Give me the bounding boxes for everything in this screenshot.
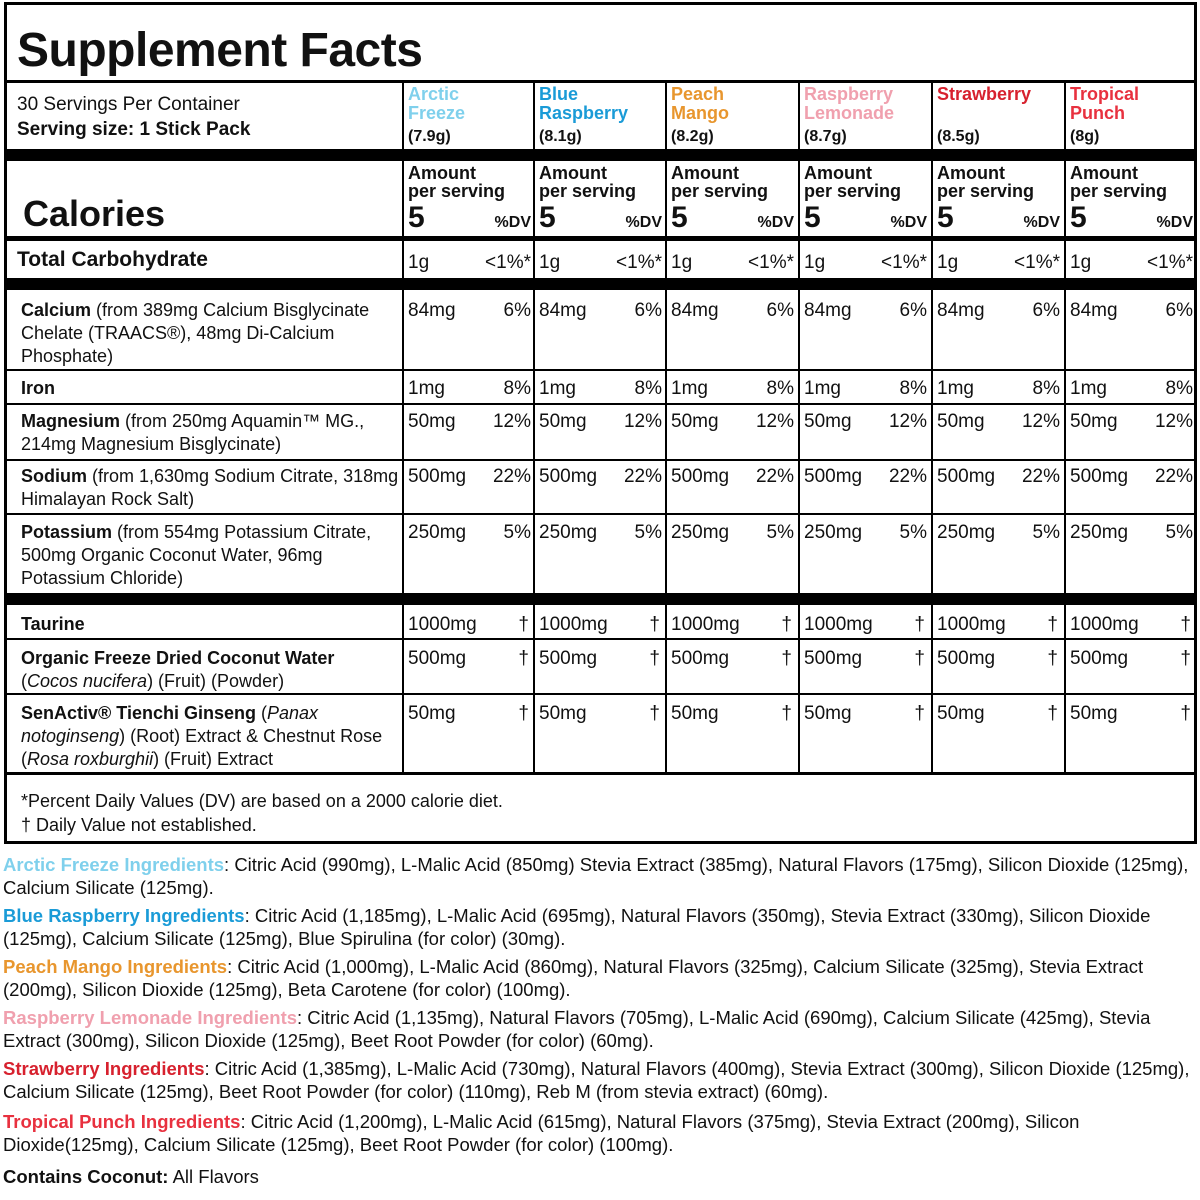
col-sep-3 — [665, 80, 667, 774]
sodium-amount-strawberry: 500mg — [937, 466, 996, 487]
ingredient-name: Strawberry Ingredients — [3, 1058, 205, 1079]
carb-amount-tropical-punch: 1g — [1070, 252, 1092, 273]
dv-header-peach-mango: %DV — [757, 214, 794, 231]
contains-coconut: Contains Coconut: All Flavors — [3, 1166, 259, 1187]
flavor-name-line2-arctic-freeze: Freeze — [408, 103, 466, 123]
per-serving-label-tropical-punch: per serving — [1070, 181, 1168, 201]
thick-rule-serving — [7, 149, 1194, 161]
ginseng-dv-blue-raspberry: † — [649, 703, 660, 724]
magnesium-amount-peach-mango: 50mg — [671, 411, 719, 432]
calcium-amount-arctic-freeze: 84mg — [408, 300, 456, 321]
sodium-amount-blue-raspberry: 500mg — [539, 466, 598, 487]
supplement-facts-panel — [4, 2, 1197, 844]
calories-value-arctic-freeze: 5 — [408, 201, 425, 234]
flavor-serving-size-strawberry: (8.5g) — [937, 128, 980, 145]
iron-dv-raspberry-lemonade: 8% — [899, 378, 927, 399]
taurine-dv-strawberry: † — [1047, 614, 1058, 635]
ingredients-blue-raspberry: Blue Raspberry Ingredients: Citric Acid (1,185mg), L-Malic Acid (695mg), Natural Flavors (350mg), Stevia Extract (330mg), Silicon Dioxide (125mg), Calcium Silicate (125mg), Blue Spirulina (for color) (30mg). — [3, 905, 1151, 949]
calcium-amount-peach-mango: 84mg — [671, 300, 719, 321]
flavor-serving-size-raspberry-lemonade: (8.7g) — [804, 128, 847, 145]
coconut-amount-arctic-freeze: 500mg — [408, 648, 467, 669]
calcium-amount-tropical-punch: 84mg — [1070, 300, 1118, 321]
iron-label: Iron — [21, 378, 55, 398]
col-sep-4 — [798, 80, 800, 774]
taurine-amount-peach-mango: 1000mg — [671, 614, 740, 635]
coconut-amount-strawberry: 500mg — [937, 648, 996, 669]
amount-label-arctic-freeze: Amount — [408, 163, 476, 183]
potassium-dv-arctic-freeze: 5% — [503, 522, 531, 543]
dv-header-blue-raspberry: %DV — [625, 214, 662, 231]
rule-magnesium — [7, 459, 1194, 461]
iron-amount-tropical-punch: 1mg — [1070, 378, 1107, 399]
flavor-name-tropical-punch: Tropical — [1070, 84, 1140, 104]
potassium-amount-arctic-freeze: 250mg — [408, 522, 467, 543]
panel-title: Supplement Facts — [17, 24, 423, 77]
iron-dv-tropical-punch: 8% — [1165, 378, 1193, 399]
sodium-amount-peach-mango: 500mg — [671, 466, 730, 487]
carb-dv-arctic-freeze: <1%* — [485, 252, 531, 273]
flavor-serving-size-arctic-freeze: (7.9g) — [408, 128, 451, 145]
sodium-dv-strawberry: 22% — [1021, 466, 1060, 487]
calcium-dv-tropical-punch: 6% — [1165, 300, 1193, 321]
amount-label-raspberry-lemonade: Amount — [804, 163, 872, 183]
carb-dv-strawberry: <1%* — [1014, 252, 1060, 273]
rule-below-calories — [7, 236, 1194, 241]
ginseng-amount-peach-mango: 50mg — [671, 703, 719, 724]
iron-amount-blue-raspberry: 1mg — [539, 378, 576, 399]
serving-size: Serving size: 1 Stick Pack — [17, 119, 251, 140]
ginseng-amount-raspberry-lemonade: 50mg — [804, 703, 852, 724]
ingredients-arctic-freeze: Arctic Freeze Ingredients: Citric Acid (990mg), L-Malic Acid (850mg) Stevia Extract (385mg), Natural Flavors (175mg), Silicon Dioxide (125mg), Calcium Silicate (125mg). — [3, 854, 1189, 898]
coconut-dv-arctic-freeze: † — [518, 648, 529, 669]
potassium-label: Potassium (from 554mg Potassium Citrate, 500mg Organic Coconut Water, 96mg Potassium Chloride) — [21, 522, 372, 588]
ginseng-amount-strawberry: 50mg — [937, 703, 985, 724]
ginseng-amount-tropical-punch: 50mg — [1070, 703, 1118, 724]
flavor-name-line2-tropical-punch: Punch — [1070, 103, 1126, 123]
carb-amount-strawberry: 1g — [937, 252, 959, 273]
ginseng-label: SenActiv® Tienchi Ginseng (Panax notoginseng) (Root) Extract & Chestnut Rose (Rosa roxburghii) (Fruit) Extract — [21, 703, 383, 769]
sodium-dv-peach-mango: 22% — [755, 466, 794, 487]
coconut-water-label: Organic Freeze Dried Coconut Water (Cocos nucifera) (Fruit) (Powder) — [21, 648, 335, 691]
iron-dv-arctic-freeze: 8% — [503, 378, 531, 399]
coconut-dv-strawberry: † — [1047, 648, 1058, 669]
flavor-name-line2-blue-raspberry: Raspberry — [539, 103, 629, 123]
calcium-amount-strawberry: 84mg — [937, 300, 985, 321]
amount-label-blue-raspberry: Amount — [539, 163, 607, 183]
taurine-amount-arctic-freeze: 1000mg — [408, 614, 477, 635]
servings-per-container: 30 Servings Per Container — [17, 94, 240, 115]
taurine-dv-raspberry-lemonade: † — [914, 614, 925, 635]
magnesium-dv-raspberry-lemonade: 12% — [888, 411, 927, 432]
ginseng-dv-raspberry-lemonade: † — [914, 703, 925, 724]
flavor-name-peach-mango: Peach — [671, 84, 725, 104]
carb-amount-blue-raspberry: 1g — [539, 252, 561, 273]
dv-header-tropical-punch: %DV — [1156, 214, 1193, 231]
flavor-name-line2-peach-mango: Mango — [671, 103, 729, 123]
col-sep-6 — [1064, 80, 1066, 774]
flavor-name-strawberry: Strawberry — [937, 84, 1032, 104]
rule-below-title — [7, 80, 1194, 83]
coconut-amount-blue-raspberry: 500mg — [539, 648, 598, 669]
calcium-amount-raspberry-lemonade: 84mg — [804, 300, 852, 321]
magnesium-dv-peach-mango: 12% — [755, 411, 794, 432]
ginseng-amount-arctic-freeze: 50mg — [408, 703, 456, 724]
iron-dv-blue-raspberry: 8% — [634, 378, 662, 399]
carb-amount-arctic-freeze: 1g — [408, 252, 430, 273]
carb-amount-raspberry-lemonade: 1g — [804, 252, 826, 273]
rule-iron — [7, 403, 1194, 405]
col-sep-1 — [402, 80, 404, 774]
calcium-amount-blue-raspberry: 84mg — [539, 300, 587, 321]
calcium-dv-arctic-freeze: 6% — [503, 300, 531, 321]
per-serving-label-peach-mango: per serving — [671, 181, 769, 201]
calories-value-strawberry: 5 — [937, 201, 954, 234]
flavor-serving-size-tropical-punch: (8g) — [1070, 128, 1100, 145]
magnesium-dv-arctic-freeze: 12% — [492, 411, 531, 432]
footnote-dagger: † Daily Value not established. — [21, 815, 257, 835]
ginseng-amount-blue-raspberry: 50mg — [539, 703, 587, 724]
rule-ginseng — [7, 772, 1194, 775]
ingredients-raspberry-lemonade: Raspberry Lemonade Ingredients: Citric Acid (1,135mg), Natural Flavors (705mg), L-Malic Acid (690mg), Calcium Silicate (425mg), Stevia Extract (300mg), Silicon Dioxide (125mg), Beet Root Powder (for color) (60mg). — [3, 1007, 1151, 1051]
iron-amount-strawberry: 1mg — [937, 378, 974, 399]
potassium-dv-tropical-punch: 5% — [1165, 522, 1193, 543]
per-serving-label-arctic-freeze: per serving — [408, 181, 506, 201]
ingredients-tropical-punch: Tropical Punch Ingredients: Citric Acid (1,200mg), L-Malic Acid (615mg), Natural Flavors (375mg), Stevia Extract (200mg), Silicon Dioxide(125mg), Calcium Silicate (125mg), Beet Root Powder (for color) (100mg). — [3, 1111, 1080, 1155]
coconut-dv-tropical-punch: † — [1180, 648, 1191, 669]
thick-rule-potassium — [7, 593, 1194, 605]
iron-dv-peach-mango: 8% — [766, 378, 794, 399]
flavor-name-line2-raspberry-lemonade: Lemonade — [804, 103, 895, 123]
magnesium-amount-strawberry: 50mg — [937, 411, 985, 432]
flavor-serving-size-peach-mango: (8.2g) — [671, 128, 714, 145]
flavor-name-blue-raspberry: Blue — [539, 84, 579, 104]
ingredients-peach-mango: Peach Mango Ingredients: Citric Acid (1,000mg), L-Malic Acid (860mg), Natural Flavors (325mg), Calcium Silicate (325mg), Stevia Extract (200mg), Silicon Dioxide (125mg), Beta Carotene (for color) (100mg). — [3, 956, 1144, 1000]
taurine-amount-raspberry-lemonade: 1000mg — [804, 614, 873, 635]
thick-rule-carb — [7, 278, 1194, 290]
per-serving-label-blue-raspberry: per serving — [539, 181, 637, 201]
potassium-amount-tropical-punch: 250mg — [1070, 522, 1129, 543]
amount-label-peach-mango: Amount — [671, 163, 739, 183]
calories-value-raspberry-lemonade: 5 — [804, 201, 821, 234]
ginseng-dv-peach-mango: † — [781, 703, 792, 724]
sodium-amount-tropical-punch: 500mg — [1070, 466, 1129, 487]
taurine-amount-blue-raspberry: 1000mg — [539, 614, 608, 635]
magnesium-amount-tropical-punch: 50mg — [1070, 411, 1118, 432]
flavor-name-raspberry-lemonade: Raspberry — [804, 84, 894, 104]
taurine-dv-blue-raspberry: † — [649, 614, 660, 635]
ingredient-name: Tropical Punch Ingredients — [3, 1111, 241, 1132]
calcium-dv-blue-raspberry: 6% — [634, 300, 662, 321]
taurine-dv-arctic-freeze: † — [518, 614, 529, 635]
calcium-dv-raspberry-lemonade: 6% — [899, 300, 927, 321]
coconut-dv-raspberry-lemonade: † — [914, 648, 925, 669]
ginseng-dv-tropical-punch: † — [1180, 703, 1191, 724]
potassium-amount-peach-mango: 250mg — [671, 522, 730, 543]
taurine-label: Taurine — [21, 614, 85, 634]
coconut-dv-blue-raspberry: † — [649, 648, 660, 669]
carb-dv-blue-raspberry: <1%* — [616, 252, 662, 273]
ingredient-name: Peach Mango Ingredients — [3, 956, 228, 977]
potassium-dv-peach-mango: 5% — [766, 522, 794, 543]
magnesium-dv-strawberry: 12% — [1021, 411, 1060, 432]
coconut-amount-tropical-punch: 500mg — [1070, 648, 1129, 669]
footnote-dv: *Percent Daily Values (DV) are based on a 2000 calorie diet. — [21, 791, 503, 811]
flavor-serving-size-blue-raspberry: (8.1g) — [539, 128, 582, 145]
potassium-amount-blue-raspberry: 250mg — [539, 522, 598, 543]
per-serving-label-raspberry-lemonade: per serving — [804, 181, 902, 201]
col-sep-2 — [533, 80, 535, 774]
per-serving-label-strawberry: per serving — [937, 181, 1035, 201]
potassium-dv-strawberry: 5% — [1032, 522, 1060, 543]
carb-dv-peach-mango: <1%* — [748, 252, 794, 273]
sodium-dv-raspberry-lemonade: 22% — [888, 466, 927, 487]
ginseng-dv-arctic-freeze: † — [518, 703, 529, 724]
potassium-dv-blue-raspberry: 5% — [634, 522, 662, 543]
magnesium-amount-raspberry-lemonade: 50mg — [804, 411, 852, 432]
potassium-amount-strawberry: 250mg — [937, 522, 996, 543]
dv-header-raspberry-lemonade: %DV — [890, 214, 927, 231]
coconut-amount-raspberry-lemonade: 500mg — [804, 648, 863, 669]
sodium-dv-tropical-punch: 22% — [1154, 466, 1193, 487]
calcium-label: Calcium (from 389mg Calcium Bisglycinate Chelate (TRAACS®), 48mg Di-Calcium Phosphate) — [21, 300, 370, 366]
carb-amount-peach-mango: 1g — [671, 252, 693, 273]
sodium-dv-arctic-freeze: 22% — [492, 466, 531, 487]
rule-calcium — [7, 369, 1194, 371]
iron-amount-arctic-freeze: 1mg — [408, 378, 445, 399]
calories-value-peach-mango: 5 — [671, 201, 688, 234]
magnesium-dv-tropical-punch: 12% — [1154, 411, 1193, 432]
sodium-dv-blue-raspberry: 22% — [623, 466, 662, 487]
sodium-amount-arctic-freeze: 500mg — [408, 466, 467, 487]
calories-label: Calories — [23, 193, 166, 234]
ingredient-name: Blue Raspberry Ingredients — [3, 905, 245, 926]
coconut-amount-peach-mango: 500mg — [671, 648, 730, 669]
calcium-dv-strawberry: 6% — [1032, 300, 1060, 321]
calcium-dv-peach-mango: 6% — [766, 300, 794, 321]
taurine-amount-tropical-punch: 1000mg — [1070, 614, 1139, 635]
ingredient-name: Arctic Freeze Ingredients — [3, 854, 225, 875]
sodium-amount-raspberry-lemonade: 500mg — [804, 466, 863, 487]
calories-value-tropical-punch: 5 — [1070, 201, 1087, 234]
coconut-dv-peach-mango: † — [781, 648, 792, 669]
taurine-dv-peach-mango: † — [781, 614, 792, 635]
potassium-dv-raspberry-lemonade: 5% — [899, 522, 927, 543]
magnesium-amount-blue-raspberry: 50mg — [539, 411, 587, 432]
taurine-amount-strawberry: 1000mg — [937, 614, 1006, 635]
magnesium-dv-blue-raspberry: 12% — [623, 411, 662, 432]
ingredient-name: Raspberry Lemonade Ingredients — [3, 1007, 298, 1028]
amount-label-strawberry: Amount — [937, 163, 1005, 183]
rule-sodium — [7, 513, 1194, 515]
sodium-label: Sodium (from 1,630mg Sodium Citrate, 318mg Himalayan Rock Salt) — [21, 466, 399, 509]
iron-dv-strawberry: 8% — [1032, 378, 1060, 399]
ginseng-dv-strawberry: † — [1047, 703, 1058, 724]
rule-taurine — [7, 638, 1194, 640]
magnesium-amount-arctic-freeze: 50mg — [408, 411, 456, 432]
flavor-name-arctic-freeze: Arctic — [408, 84, 460, 104]
dv-header-strawberry: %DV — [1023, 214, 1060, 231]
magnesium-label: Magnesium (from 250mg Aquamin™ MG., 214mg Magnesium Bisglycinate) — [21, 411, 365, 454]
rule-coconut — [7, 693, 1194, 695]
total-carbohydrate-label: Total Carbohydrate — [17, 248, 208, 271]
iron-amount-peach-mango: 1mg — [671, 378, 708, 399]
potassium-amount-raspberry-lemonade: 250mg — [804, 522, 863, 543]
carb-dv-tropical-punch: <1%* — [1147, 252, 1193, 273]
ingredients-strawberry: Strawberry Ingredients: Citric Acid (1,385mg), L-Malic Acid (730mg), Natural Flavors (400mg), Stevia Extract (300mg), Silicon Dioxide (125mg), Calcium Silicate (125mg), Beet Root Powder (for color) (110mg), Reb M (from stevia extract) (60mg). — [3, 1058, 1190, 1102]
amount-label-tropical-punch: Amount — [1070, 163, 1138, 183]
iron-amount-raspberry-lemonade: 1mg — [804, 378, 841, 399]
col-sep-5 — [931, 80, 933, 774]
taurine-dv-tropical-punch: † — [1180, 614, 1191, 635]
carb-dv-raspberry-lemonade: <1%* — [881, 252, 927, 273]
dv-header-arctic-freeze: %DV — [494, 214, 531, 231]
calories-value-blue-raspberry: 5 — [539, 201, 556, 234]
